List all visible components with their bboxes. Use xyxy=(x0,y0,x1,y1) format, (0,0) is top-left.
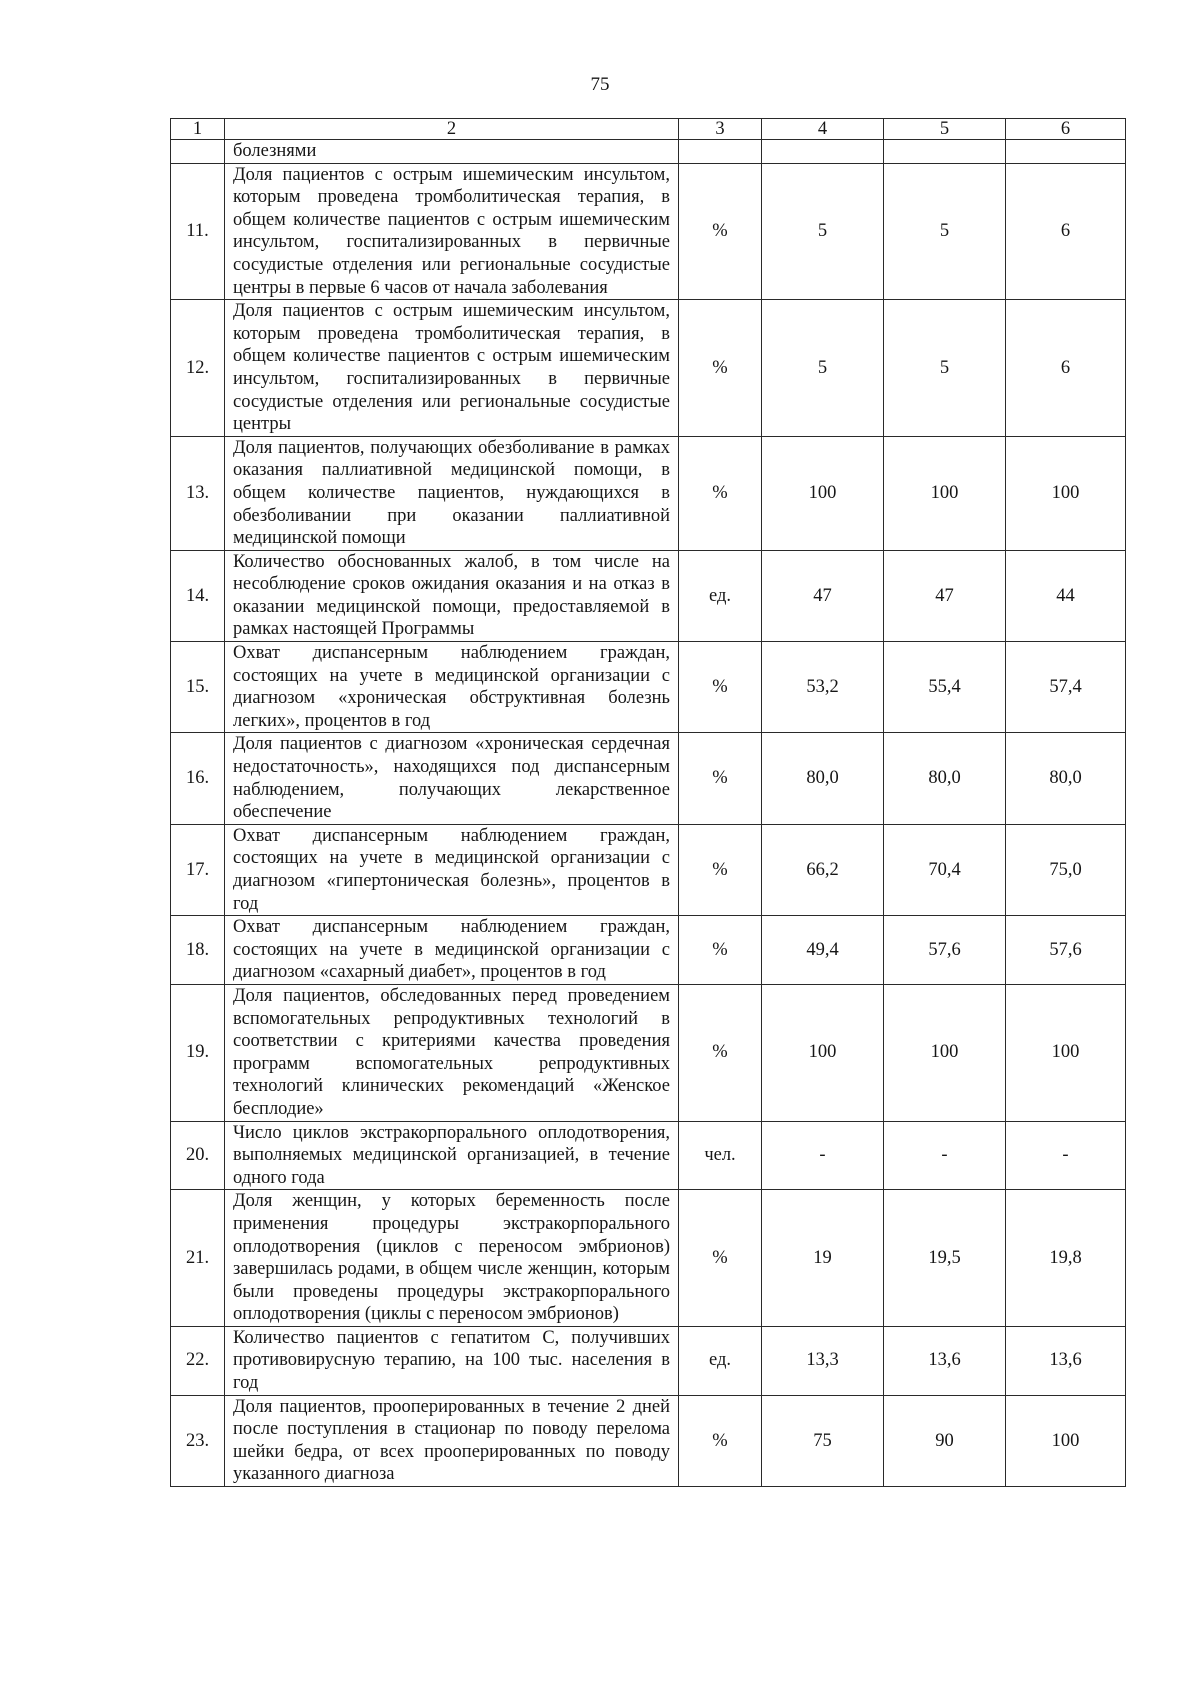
table-row xyxy=(171,916,1126,985)
row-number-cell: 18. xyxy=(171,916,225,985)
table-row xyxy=(171,163,1126,300)
row-number-cell: 12. xyxy=(171,300,225,437)
value-cell-2: 57,6 xyxy=(884,916,1006,985)
unit-cell: % xyxy=(679,163,762,300)
indicator-description-cell: Охват диспансерным наблюдением граждан, состоящих на учете в медицинской организации с диагнозом «хроническая обструктивная болезнь легких», процентов в год xyxy=(225,642,679,733)
indicator-description-cell: Количество обоснованных жалоб, в том числе на несоблюдение сроков ожидания оказания и на отказ в оказании медицинской помощи, предоставляемой в рамках настоящей Программы xyxy=(225,550,679,641)
table-body xyxy=(171,119,1126,1487)
unit-cell: % xyxy=(679,916,762,985)
value-cell-3: 6 xyxy=(1006,300,1126,437)
unit-cell: % xyxy=(679,436,762,550)
value-cell-1: 5 xyxy=(762,163,884,300)
table-row xyxy=(171,550,1126,641)
unit-cell: % xyxy=(679,824,762,915)
unit-cell: % xyxy=(679,1190,762,1327)
value-cell-2: 5 xyxy=(884,163,1006,300)
unit-cell: % xyxy=(679,984,762,1121)
row-number-cell: 23. xyxy=(171,1395,225,1486)
value-cell-1: 66,2 xyxy=(762,824,884,915)
value-cell-1: 19 xyxy=(762,1190,884,1327)
continuation-num-cell xyxy=(171,140,225,164)
unit-cell: ед. xyxy=(679,550,762,641)
value-cell-3: 80,0 xyxy=(1006,733,1126,824)
value-cell-2: 90 xyxy=(884,1395,1006,1486)
table-row xyxy=(171,642,1126,733)
value-cell-2: 19,5 xyxy=(884,1190,1006,1327)
unit-cell: % xyxy=(679,300,762,437)
value-cell-3: - xyxy=(1006,1121,1126,1190)
row-number-cell: 19. xyxy=(171,984,225,1121)
value-cell-2: 47 xyxy=(884,550,1006,641)
value-cell-2: 70,4 xyxy=(884,824,1006,915)
value-cell-3: 75,0 xyxy=(1006,824,1126,915)
row-number-cell: 21. xyxy=(171,1190,225,1327)
header-cell-unit: 3 xyxy=(679,119,762,140)
value-cell-2: 80,0 xyxy=(884,733,1006,824)
page-number: 75 xyxy=(590,74,610,95)
value-cell-3: 6 xyxy=(1006,163,1126,300)
table-row xyxy=(171,1395,1126,1486)
value-cell-1: 100 xyxy=(762,984,884,1121)
value-cell-1: 53,2 xyxy=(762,642,884,733)
table-row xyxy=(171,1326,1126,1395)
value-cell-3: 19,8 xyxy=(1006,1190,1126,1327)
indicator-description-cell: Количество пациентов с гепатитом С, получивших противовирусную терапию, на 100 тыс. населения в год xyxy=(225,1326,679,1395)
value-cell-3: 13,6 xyxy=(1006,1326,1126,1395)
indicator-description-cell: Охват диспансерным наблюдением граждан, состоящих на учете в медицинской организации с диагнозом «сахарный диабет», процентов в год xyxy=(225,916,679,985)
indicators-table xyxy=(170,118,1126,1487)
value-cell-3: 100 xyxy=(1006,1395,1126,1486)
header-cell-num: 1 xyxy=(171,119,225,140)
header-cell-value-2: 5 xyxy=(884,119,1006,140)
row-number-cell: 22. xyxy=(171,1326,225,1395)
indicator-description-cell: Доля пациентов, обследованных перед проведением вспомогательных репродуктивных технологий в соответствии с критериями качества проведения программ вспомогательных репродуктивных технологий клинических рекомендаций «Женское бесплодие» xyxy=(225,984,679,1121)
table-row xyxy=(171,300,1126,437)
continuation-value-cell xyxy=(1006,140,1126,164)
value-cell-3: 57,4 xyxy=(1006,642,1126,733)
header-row xyxy=(171,119,1126,140)
table-row xyxy=(171,984,1126,1121)
value-cell-2: 100 xyxy=(884,436,1006,550)
value-cell-3: 100 xyxy=(1006,436,1126,550)
value-cell-3: 44 xyxy=(1006,550,1126,641)
value-cell-1: - xyxy=(762,1121,884,1190)
indicator-description-cell: Доля пациентов с острым ишемическим инсультом, которым проведена тромболитическая терапия, в общем количестве пациентов с острым ишемическим инсультом, госпитализированных в первичные сосудистые отделения или региональные сосудистые центры xyxy=(225,300,679,437)
continuation-row xyxy=(171,140,1126,164)
table-row xyxy=(171,824,1126,915)
indicator-description-cell: Доля пациентов, прооперированных в течение 2 дней после поступления в стационар по поводу перелома шейки бедра, от всех прооперированных по поводу указанного диагноза xyxy=(225,1395,679,1486)
unit-cell: ед. xyxy=(679,1326,762,1395)
value-cell-2: - xyxy=(884,1121,1006,1190)
continuation-value-cell xyxy=(884,140,1006,164)
header-cell-desc: 2 xyxy=(225,119,679,140)
value-cell-2: 100 xyxy=(884,984,1006,1121)
value-cell-3: 100 xyxy=(1006,984,1126,1121)
indicator-description-cell: Доля пациентов с диагнозом «хроническая сердечная недостаточность», находящихся под диспансерным наблюдением, получающих лекарственное обеспечение xyxy=(225,733,679,824)
unit-cell: % xyxy=(679,733,762,824)
header-cell-value-3: 6 xyxy=(1006,119,1126,140)
continuation-unit-cell xyxy=(679,140,762,164)
header-cell-value-1: 4 xyxy=(762,119,884,140)
row-number-cell: 20. xyxy=(171,1121,225,1190)
unit-cell: % xyxy=(679,1395,762,1486)
table-row xyxy=(171,1121,1126,1190)
row-number-cell: 15. xyxy=(171,642,225,733)
row-number-cell: 14. xyxy=(171,550,225,641)
continuation-value-cell xyxy=(762,140,884,164)
value-cell-1: 49,4 xyxy=(762,916,884,985)
row-number-cell: 11. xyxy=(171,163,225,300)
table-row xyxy=(171,733,1126,824)
indicator-description-cell: Доля пациентов, получающих обезболивание в рамках оказания паллиативной медицинской помощи, в общем количестве пациентов, нуждающихся в обезболивании при оказании паллиативной медицинской помощи xyxy=(225,436,679,550)
row-number-cell: 17. xyxy=(171,824,225,915)
unit-cell: чел. xyxy=(679,1121,762,1190)
value-cell-2: 13,6 xyxy=(884,1326,1006,1395)
value-cell-2: 55,4 xyxy=(884,642,1006,733)
value-cell-1: 5 xyxy=(762,300,884,437)
indicator-description-cell: Доля женщин, у которых беременность после применения процедуры экстракорпорального оплодотворения (циклов с переносом эмбрионов) завершилась родами, в общем числе женщин, которым были проведены процедуры экстракорпорального оплодотворения (циклы с переносом эмбрионов) xyxy=(225,1190,679,1327)
indicator-description-cell: Охват диспансерным наблюдением граждан, состоящих на учете в медицинской организации с диагнозом «гипертоническая болезнь», процентов в год xyxy=(225,824,679,915)
unit-cell: % xyxy=(679,642,762,733)
value-cell-2: 5 xyxy=(884,300,1006,437)
value-cell-1: 13,3 xyxy=(762,1326,884,1395)
indicator-description-cell: Число циклов экстракорпорального оплодотворения, выполняемых медицинской организацией, в течение одного года xyxy=(225,1121,679,1190)
value-cell-3: 57,6 xyxy=(1006,916,1126,985)
continuation-desc-cell: болезнями xyxy=(225,140,679,164)
value-cell-1: 47 xyxy=(762,550,884,641)
row-number-cell: 13. xyxy=(171,436,225,550)
row-number-cell: 16. xyxy=(171,733,225,824)
value-cell-1: 100 xyxy=(762,436,884,550)
table-row xyxy=(171,1190,1126,1327)
indicator-description-cell: Доля пациентов с острым ишемическим инсультом, которым проведена тромболитическая терапия, в общем количестве пациентов с острым ишемическим инсультом, госпитализированных в первичные сосудистые отделения или региональные сосудистые центры в первые 6 часов от начала заболевания xyxy=(225,163,679,300)
value-cell-1: 75 xyxy=(762,1395,884,1486)
table-row xyxy=(171,436,1126,550)
value-cell-1: 80,0 xyxy=(762,733,884,824)
